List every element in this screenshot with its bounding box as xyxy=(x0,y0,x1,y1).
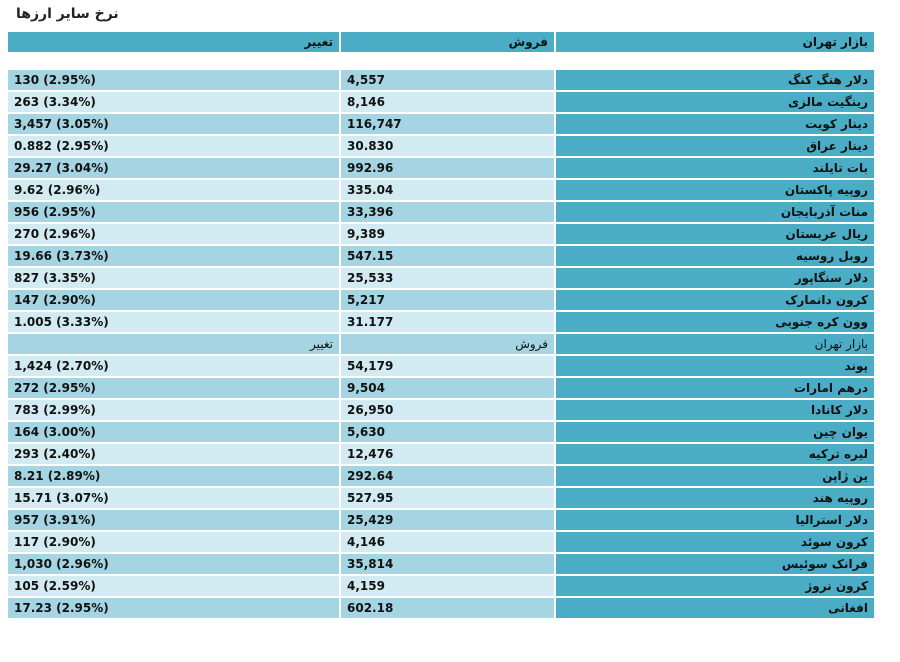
currency-name-cell: دلار استرالیا xyxy=(556,510,874,530)
sell-cell: 527.95 xyxy=(341,488,554,508)
table-row xyxy=(8,114,874,134)
change-cell: 17.23 (2.95%) xyxy=(8,598,339,618)
currency-name-cell: پوند xyxy=(556,356,874,376)
table-row xyxy=(8,180,874,200)
table-row xyxy=(8,444,874,464)
sell-cell: 4,146 xyxy=(341,532,554,552)
change-cell: 8.21 (2.89%) xyxy=(8,466,339,486)
currency-name-cell: رینگیت مالزی xyxy=(556,92,874,112)
table-row xyxy=(8,136,874,156)
change-cell: 1,424 (2.70%) xyxy=(8,356,339,376)
sell-cell: 547.15 xyxy=(341,246,554,266)
subheader-sell: فروش xyxy=(341,334,554,354)
table-row xyxy=(8,224,874,244)
table-row xyxy=(8,532,874,552)
change-cell: 19.66 (3.73%) xyxy=(8,246,339,266)
sell-cell: 25,429 xyxy=(341,510,554,530)
currency-name-cell: روپیه پاکستان xyxy=(556,180,874,200)
sell-cell: 12,476 xyxy=(341,444,554,464)
currency-name-cell: دلار سنگاپور xyxy=(556,268,874,288)
currency-name-cell: کرون دانمارک xyxy=(556,290,874,310)
table-row xyxy=(8,70,874,90)
table-row xyxy=(8,422,874,442)
subheader-market: بازار تهران xyxy=(556,334,874,354)
change-cell: 117 (2.90%) xyxy=(8,532,339,552)
change-cell: 827 (3.35%) xyxy=(8,268,339,288)
currency-name-cell: دلار کانادا xyxy=(556,400,874,420)
table-row xyxy=(8,312,874,332)
sell-cell: 5,630 xyxy=(341,422,554,442)
currency-name-cell: ین ژاپن xyxy=(556,466,874,486)
sell-cell: 31.177 xyxy=(341,312,554,332)
currency-name-cell: کرون سوئد xyxy=(556,532,874,552)
table-row xyxy=(8,356,874,376)
currency-name-cell: افغانی xyxy=(556,598,874,618)
table-subheader-row xyxy=(8,334,874,354)
change-cell: 3,457 (3.05%) xyxy=(8,114,339,134)
table-row xyxy=(8,554,874,574)
sell-cell: 8,146 xyxy=(341,92,554,112)
table-row xyxy=(8,268,874,288)
change-cell: 956 (2.95%) xyxy=(8,202,339,222)
sell-cell: 33,396 xyxy=(341,202,554,222)
currency-name-cell: دینار عراق xyxy=(556,136,874,156)
table-row xyxy=(8,246,874,266)
sell-cell: 9,389 xyxy=(341,224,554,244)
sell-cell: 292.64 xyxy=(341,466,554,486)
change-cell: 270 (2.96%) xyxy=(8,224,339,244)
page-title: نرخ سایر ارزها xyxy=(16,6,119,22)
sell-cell: 5,217 xyxy=(341,290,554,310)
change-cell: 1,030 (2.96%) xyxy=(8,554,339,574)
currency-name-cell: روپیه هند xyxy=(556,488,874,508)
change-cell: 0.882 (2.95%) xyxy=(8,136,339,156)
currency-name-cell: درهم امارات xyxy=(556,378,874,398)
currency-name-cell: بات تایلند xyxy=(556,158,874,178)
table-row xyxy=(8,466,874,486)
sell-cell: 4,557 xyxy=(341,70,554,90)
currency-name-cell: منات آذربایجان xyxy=(556,202,874,222)
sell-cell: 335.04 xyxy=(341,180,554,200)
sell-cell: 116,747 xyxy=(341,114,554,134)
change-cell: 164 (3.00%) xyxy=(8,422,339,442)
change-cell: 147 (2.90%) xyxy=(8,290,339,310)
sell-cell: 602.18 xyxy=(341,598,554,618)
table-row xyxy=(8,158,874,178)
change-cell: 105 (2.59%) xyxy=(8,576,339,596)
table-row xyxy=(8,92,874,112)
table-row xyxy=(8,400,874,420)
change-cell: 783 (2.99%) xyxy=(8,400,339,420)
table-row xyxy=(8,598,874,618)
header-sell: فروش xyxy=(341,32,554,52)
change-cell: 9.62 (2.96%) xyxy=(8,180,339,200)
sell-cell: 4,159 xyxy=(341,576,554,596)
header-change: تغییر xyxy=(8,32,339,52)
change-cell: 1.005 (3.33%) xyxy=(8,312,339,332)
table-row xyxy=(8,488,874,508)
change-cell: 957 (3.91%) xyxy=(8,510,339,530)
currency-name-cell: وون کره جنوبی xyxy=(556,312,874,332)
currency-name-cell: لیره ترکیه xyxy=(556,444,874,464)
table-row xyxy=(8,290,874,310)
change-cell: 29.27 (3.04%) xyxy=(8,158,339,178)
change-cell: 272 (2.95%) xyxy=(8,378,339,398)
currency-name-cell: روبل روسیه xyxy=(556,246,874,266)
table-header-row xyxy=(8,32,874,52)
currency-name-cell: فرانک سوئیس xyxy=(556,554,874,574)
sell-cell: 9,504 xyxy=(341,378,554,398)
currency-rates-body xyxy=(8,32,874,618)
currency-name-cell: یوان چین xyxy=(556,422,874,442)
sell-cell: 35,814 xyxy=(341,554,554,574)
sell-cell: 54,179 xyxy=(341,356,554,376)
change-cell: 15.71 (3.07%) xyxy=(8,488,339,508)
change-cell: 293 (2.40%) xyxy=(8,444,339,464)
sell-cell: 992.96 xyxy=(341,158,554,178)
header-market: بازار تهران xyxy=(556,32,874,52)
sell-cell: 30.830 xyxy=(341,136,554,156)
table-row xyxy=(8,378,874,398)
subheader-change: تغییر xyxy=(8,334,339,354)
header-spacer xyxy=(8,54,874,68)
table-row xyxy=(8,576,874,596)
currency-name-cell: دینار کویت xyxy=(556,114,874,134)
change-cell: 130 (2.95%) xyxy=(8,70,339,90)
change-cell: 263 (3.34%) xyxy=(8,92,339,112)
table-row xyxy=(8,202,874,222)
currency-rates-table xyxy=(6,30,876,620)
currency-name-cell: دلار هنگ کنگ xyxy=(556,70,874,90)
table-row xyxy=(8,510,874,530)
sell-cell: 26,950 xyxy=(341,400,554,420)
sell-cell: 25,533 xyxy=(341,268,554,288)
currency-name-cell: کرون نروژ xyxy=(556,576,874,596)
currency-name-cell: ریال عربستان xyxy=(556,224,874,244)
